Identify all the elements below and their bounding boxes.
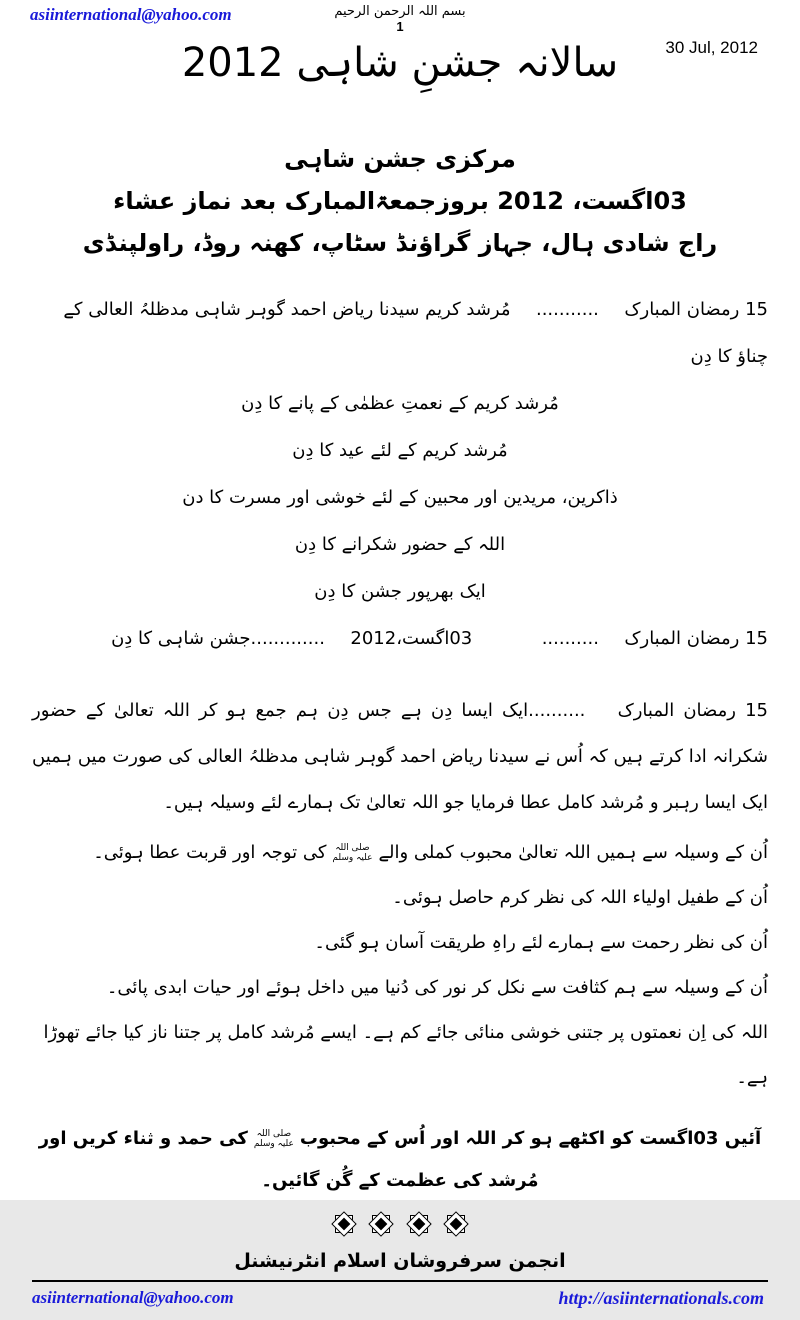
eight-pointed-star-icon (407, 1212, 431, 1236)
announcement-venue: راج شادی ہال، جہاز گراؤنڈ سٹاپ، کھنہ روڈ، راولپنڈی (82, 229, 718, 257)
occasion-summary-date: 03اگست،2012 (350, 628, 473, 649)
blessing-line: اللہ کی اِن نعمتوں پر جتنی خوشی منائی جائے کم ہے۔ ایسے مُرشد کامل پر جتنا ناز کیا جائے تھوڑا ہے۔ (43, 1022, 768, 1088)
occasion-item: ایک بھرپور جشن کا دِن (314, 581, 486, 602)
blessing-text-after: کی توجہ اور قربت عطا ہوئی۔ (93, 842, 327, 863)
occasion-lead-label: 15 رمضان المبارک (624, 299, 768, 320)
blessing-line: اُن کے وسیلہ سے ہم کثافت سے نکل کر نور کی دُنیا میں داخل ہوئے اور حیات ابدی پائی۔ (106, 977, 768, 998)
blessing-text-before: اُن کے وسیلہ سے ہمیں اللہ تعالیٰ محبوب کملی والے (378, 842, 768, 863)
eight-pointed-star-icon (332, 1212, 356, 1236)
announcement-block (32, 138, 768, 264)
eight-pointed-star-icon (369, 1212, 393, 1236)
occasion-item: مُرشد کریم کے لئے عید کا دِن (292, 440, 508, 461)
ornament-row (32, 1212, 768, 1242)
footer-divider (32, 1280, 768, 1282)
blessing-line (32, 830, 768, 875)
page-title: سالانہ جشنِ شاہی 2012 (181, 40, 619, 86)
blessing-line: اُن کی نظر رحمت سے ہمارے لئے راہِ طریقت آسان ہو گئی۔ (314, 932, 768, 953)
occasion-summary-label: 15 رمضان المبارک (624, 628, 768, 649)
dotted-leader: ........... (535, 299, 599, 320)
occasion-lead-text: مُرشد کریم سیدنا ریاض احمد گوہر شاہی مدظلہُ العالی کے چناؤ کا دِن (63, 299, 768, 367)
bismillah-text: بسم اللہ الرحمن الرحیم (334, 4, 466, 19)
thanksgiving-paragraph (32, 688, 768, 826)
footer-website-link[interactable]: http://asiinternationals.com (558, 1288, 764, 1308)
dotted-leader: .......... (528, 700, 586, 721)
blessings-list (32, 830, 768, 1100)
footer-email-link[interactable]: asiinternational@yahoo.com (32, 1288, 234, 1307)
occasion-lead-line (32, 286, 768, 380)
occasion-item: ذاکرین، مریدین اور محبین کے لئے خوشی اور مسرت کا دن (182, 487, 618, 508)
occasion-item: اللہ کے حضور شکرانے کا دِن (294, 534, 506, 555)
occasion-summary-text: جشن شاہی کا دِن (111, 628, 251, 649)
page-number: 1 (396, 19, 404, 34)
header-email-link[interactable]: asiinternational@yahoo.com (30, 5, 232, 24)
eight-pointed-star-icon (444, 1212, 468, 1236)
occasion-item: مُرشد کریم کے نعمتِ عظمٰی کے پانے کا دِن (241, 393, 559, 414)
footer (32, 1286, 768, 1320)
document-body (32, 138, 768, 1320)
cta-text-before: آئیں 03اگست کو اکٹھے ہو کر اللہ اور اُس کے محبوب (299, 1128, 762, 1149)
call-to-action-line (32, 1118, 768, 1202)
blessing-line: اُن کے طفیل اولیاء اللہ کی نظر کرم حاصل ہوئی۔ (392, 887, 768, 908)
occasion-summary-line (32, 615, 768, 662)
cta-text-after: کی حمد و ثناء کریں اور مُرشد کی عظمت کے گُن گائیں۔ (38, 1128, 539, 1191)
occasions-list (32, 286, 768, 662)
dotted-leader: ............. (250, 628, 325, 649)
announcement-datetime: 03اگست، 2012 بروزجمعۃالمبارک بعد نماز عشاء (113, 187, 687, 215)
sallallahu-alayhi-wasallam-icon: صلی اللہ علیہ وسلم (332, 843, 373, 863)
sallallahu-alayhi-wasallam-icon: صلی اللہ علیہ وسلم (253, 1129, 294, 1149)
paragraph-label: 15 رمضان المبارک (617, 700, 768, 721)
paragraph-text: ایک ایسا دِن ہے جس دِن ہم جمع ہو کر اللہ تعالیٰ کے حضور شکرانہ ادا کرتے ہیں کہ اُس نے سیدنا ریاض احمد گوہر شاہی مدظلہُ العالی کی صورت میں ہمیں ایک ایسا رہبر و مُرشد کامل عطا فرمایا جو اللہ تعالیٰ تک ہمارے لئے وسیلہ ہیں۔ (32, 700, 769, 813)
announcement-heading: مرکزی جشن شاہی (284, 145, 516, 173)
document-date: 30 Jul, 2012 (665, 38, 758, 57)
dotted-leader: .......... (541, 628, 599, 649)
organization-name: انجمن سرفروشان اسلام انٹرنیشنل (234, 1250, 566, 1272)
